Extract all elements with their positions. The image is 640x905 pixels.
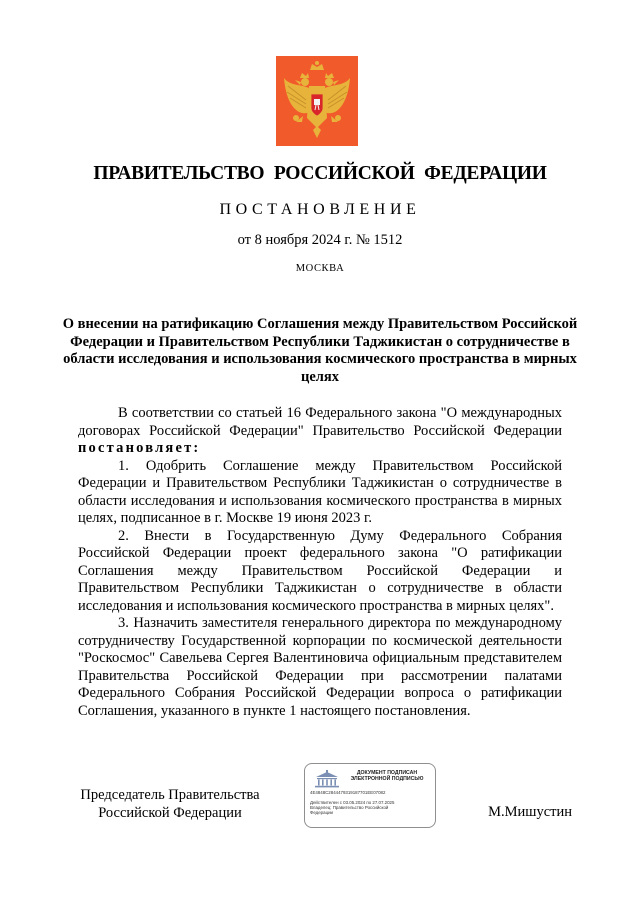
stamp-owner-line-1: Владелец: Правительство Российской	[310, 805, 389, 810]
government-title: ПРАВИТЕЛЬСТВО РОССИЙСКОЙ ФЕДЕРАЦИИ	[93, 163, 547, 184]
stamp-owner-line-2: Федерации	[310, 810, 333, 816]
stamp-owner	[310, 805, 434, 816]
signatory-position-line-2: Российской Федерации	[98, 805, 242, 821]
stamp-title	[341, 770, 433, 783]
decree-word: постановляет:	[78, 440, 201, 456]
signatory-position-line-1: Председатель Правительства	[80, 787, 260, 803]
stamp-validity: Действителен с 03.05.2024 по 27.07.2025	[310, 800, 395, 805]
stamp-title-line-1: ДОКУМЕНТ ПОДПИСАН	[356, 770, 418, 776]
document-body	[78, 405, 562, 720]
document-subject: О внесении на ратификацию Соглашения между Правительством Российской Федерации и Правительством Республики Таджикистан о сотрудничестве в области исследования и использования космического пространства в мирных целях	[62, 316, 578, 385]
government-building-icon	[313, 770, 341, 788]
signatory-position	[70, 786, 270, 822]
electronic-signature-stamp	[304, 763, 436, 828]
signatory-name: М.Мишустин	[488, 804, 572, 820]
document-city: МОСКВА	[295, 263, 345, 274]
item-1-paragraph: 1. Одобрить Соглашение между Правительством Российской Федерации и Правительством Республики Таджикистан о сотрудничестве в области исследования и использования космического пространства в мирных целях, подписанное в г. Москве 19 июня 2023 г.	[78, 457, 562, 526]
item-3-paragraph: 3. Назначить заместителя генерального директора по международному сотрудничеству Государственной корпорации по космической деятельности "Роскосмос" Савельева Сергея Валентиновича официальным представителем Правительства Российской Федерации при рассмотрении палатами Федерального Собрания Российской Федерации вопроса о ратификации Соглашения, указанного в пункте 1 настоящего постановления.	[78, 615, 562, 719]
preamble-text: В соответствии со статьей 16 Федерального закона "О международных договорах Российской Федерации" Правительство Российской Федерации	[78, 405, 562, 439]
document-date-number: от 8 ноября 2024 г. № 1512	[237, 232, 403, 248]
preamble-paragraph	[78, 405, 562, 458]
item-2-paragraph: 2. Внести в Государственную Думу Федерального Собрания Российской Федерации проект федерального закона "О ратификации Соглашения между Правительством Российской Федерации и Правительством Республики Таджикистан о сотрудничестве в области исследования и использования космического пространства в мирных целях".	[78, 527, 562, 614]
stamp-title-line-2: ЭЛЕКТРОННОЙ ПОДПИСЬЮ	[350, 776, 424, 783]
coat-of-arms-emblem	[276, 56, 358, 146]
stamp-certificate: 4E4848C2844479319187701EE07082	[310, 790, 386, 795]
document-type: ПОСТАНОВЛЕНИЕ	[219, 201, 421, 218]
